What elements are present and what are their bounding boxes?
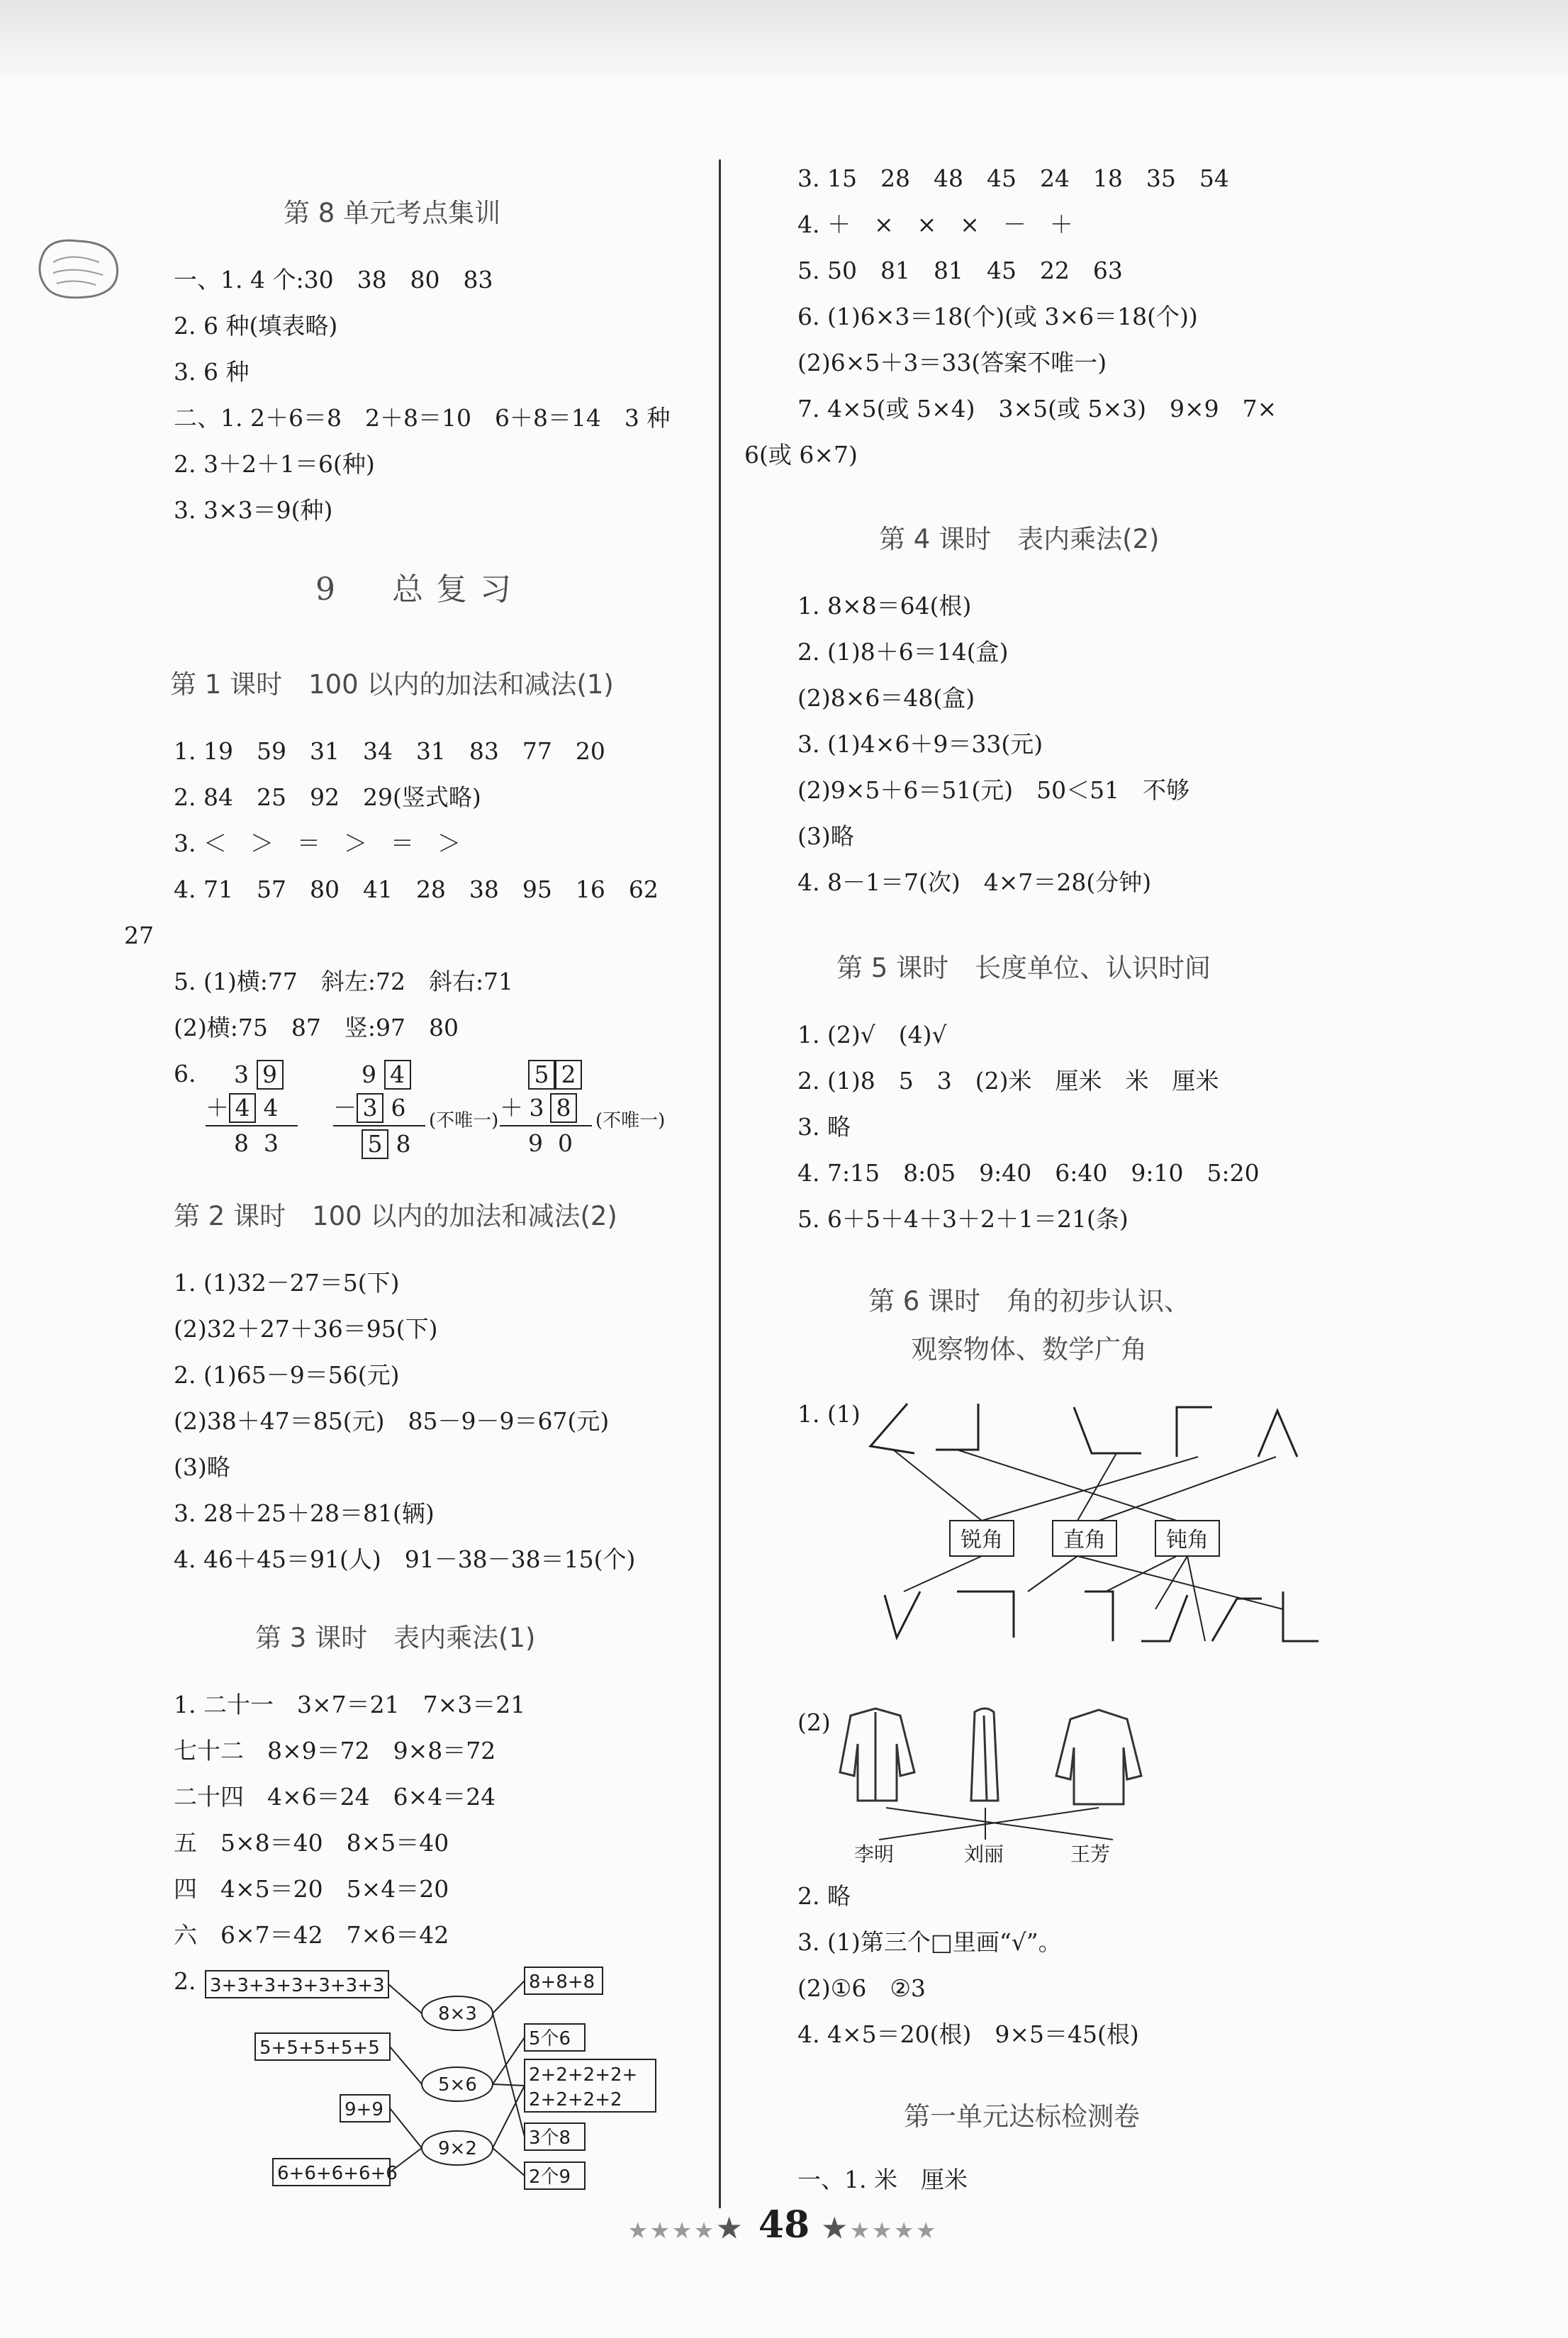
- star-decoration-icon: ★★★★★: [822, 2212, 939, 2244]
- answer-line: 五 5×8＝40 8×5＝40: [174, 1829, 449, 1857]
- publisher-seal-icon: [28, 234, 128, 305]
- not-unique-note: (不唯一): [595, 1110, 666, 1131]
- match-left-item: 5+5+5+5+5: [259, 2037, 380, 2059]
- column-divider: [719, 160, 721, 2208]
- answer-line: 4. 4×5＝20(根) 9×5＝45(根): [797, 2020, 1139, 2048]
- answer-line: 2. (1)8 5 3 (2)米 厘米 米 厘米: [797, 1067, 1219, 1095]
- question-2-label: 2.: [174, 1967, 196, 1995]
- answer-line: 4. 71 57 80 41 28 38 95 16 62: [174, 876, 659, 903]
- answer-line: 4. 7:15 8:05 9:40 6:40 9:10 5:20: [797, 1159, 1260, 1187]
- match-mid-item: 9×2: [438, 2138, 477, 2159]
- answer-line: 7. 4×5(或 5×4) 3×5(或 5×3) 9×9 7×: [797, 395, 1277, 423]
- acute-angle-label: 锐角: [961, 1528, 1003, 1553]
- question-1-label: 1. (1): [797, 1400, 861, 1428]
- unit8-title: 第 8 单元考点集训: [284, 198, 501, 228]
- shirt-icon: [840, 1708, 914, 1801]
- answer-line: 3. 3×3＝9(种): [174, 496, 333, 524]
- shirt-side-icon: [971, 1708, 998, 1801]
- name-label: 刘丽: [964, 1842, 1004, 1864]
- lesson6-title: 第 6 课时 角的初步认识、: [868, 1286, 1191, 1316]
- answer-line: 4. ＋ × × × － ＋: [797, 211, 1073, 238]
- answer-line: 1. 8×8＝64(根): [797, 592, 972, 620]
- name-label: 王芳: [1070, 1842, 1111, 1864]
- lesson3-title: 第 3 课时 表内乘法(1): [255, 1623, 536, 1653]
- answer-line: 3. 15 28 48 45 24 18 35 54: [797, 164, 1229, 192]
- answer-line: (3)略: [174, 1453, 230, 1481]
- lesson1-title: 第 1 课时 100 以内的加法和减法(1): [170, 669, 614, 700]
- answer-line: 5. (1)横:77 斜左:72 斜右:71: [174, 968, 514, 995]
- answer-line: 2. (1)65－9＝56(元): [174, 1361, 400, 1389]
- chapter-title: 9 总复习: [315, 571, 524, 608]
- obtuse-angle-label: 钝角: [1166, 1528, 1209, 1553]
- answer-line: 3. 略: [797, 1113, 851, 1141]
- answer-line: 5. 6＋5＋4＋3＋2＋1＝21(条): [797, 1205, 1129, 1233]
- match-left-item: 9+9: [345, 2099, 383, 2120]
- answer-line-wrap: 27: [124, 922, 154, 949]
- match-left-item: 3+3+3+3+3+3+3: [210, 1975, 385, 1996]
- answer-line: 1. 19 59 31 34 31 83 77 20: [174, 737, 605, 765]
- answer-line: 6. (1)6×3＝18(个)(或 3×6＝18(个)): [797, 303, 1198, 330]
- answer-line: 3. ＜ ＞ ＝ ＞ ＝ ＞: [174, 829, 461, 857]
- answer-line: 四 4×5＝20 5×4＝20: [174, 1875, 449, 1903]
- match-mid-item: 5×6: [438, 2074, 477, 2096]
- match-right-item: 2+2+2+2+: [529, 2064, 638, 2086]
- answer-line: 1. (1)32－27＝5(下): [174, 1269, 400, 1297]
- answer-line: 2. 6 种(填表略): [174, 312, 338, 340]
- answer-line: 1. 二十一 3×7＝21 7×3＝21: [174, 1691, 526, 1718]
- page-number: 48: [758, 2203, 810, 2247]
- lesson5-title: 第 5 课时 长度单位、认识时间: [836, 953, 1211, 983]
- answer-line: 2. (1)8＋6＝14(盒): [797, 638, 1009, 666]
- answer-line: (2)①6 ②3: [797, 1974, 926, 2002]
- lesson4-title: 第 4 课时 表内乘法(2): [879, 524, 1160, 554]
- answer-line: 七十二 8×9＝72 9×8＝72: [174, 1737, 496, 1764]
- answer-line: 4. 8－1＝7(次) 4×7＝28(分钟): [797, 868, 1152, 896]
- answer-line: 2. 84 25 92 29(竖式略): [174, 783, 481, 811]
- answer-line: (2)38＋47＝85(元) 85－9－9＝67(元): [174, 1407, 610, 1435]
- answer-line: 2. 略: [797, 1882, 851, 1910]
- answer-line: (2)9×5＋6＝51(元) 50＜51 不够: [797, 776, 1190, 804]
- answer-line: (2)6×5＋3＝33(答案不唯一): [797, 349, 1107, 376]
- question-1-2-label: (2): [797, 1708, 831, 1736]
- answer-line: 3. 6 种: [174, 358, 250, 386]
- answer-line: 一、1. 4 个:30 38 80 83: [174, 266, 493, 293]
- match-mid-item: 8×3: [438, 2003, 477, 2025]
- star-decoration-icon: ★★★★★: [629, 2212, 746, 2244]
- answer-line: 六 6×7＝42 7×6＝42: [174, 1921, 449, 1949]
- answer-line: (3)略: [797, 822, 854, 850]
- answer-line: (2)8×6＝48(盒): [797, 684, 975, 712]
- answer-line: 二、1. 2＋6＝8 2＋8＝10 6＋8＝14 3 种: [174, 404, 671, 432]
- answer-line: (2)32＋27＋36＝95(下): [174, 1315, 438, 1343]
- clothing-observation-diagram: [829, 1701, 1198, 1864]
- lesson6-subtitle: 观察物体、数学广角: [911, 1334, 1147, 1365]
- match-right-item: 8+8+8: [529, 1971, 595, 1993]
- matching-diagram: [198, 1964, 681, 2198]
- answer-line: 5. 50 81 81 45 22 63: [797, 257, 1123, 284]
- match-right-item: 2+2+2+2: [529, 2089, 622, 2110]
- match-left-item: 6+6+6+6+6: [277, 2163, 398, 2184]
- answer-line: 3. (1)4×6＋9＝33(元): [797, 730, 1043, 758]
- answer-line: 一、1. 米 厘米: [797, 2166, 968, 2193]
- unit-test-title: 第一单元达标检测卷: [904, 2101, 1140, 2132]
- answer-line: 3. (1)第三个□里画“√”。: [797, 1928, 1062, 1956]
- answer-line: 3. 28＋25＋28＝81(辆): [174, 1499, 435, 1527]
- answer-line: 二十四 4×6＝24 6×4＝24: [174, 1783, 496, 1811]
- match-right-item: 2个9: [529, 2166, 571, 2188]
- right-angle-label: 直角: [1063, 1528, 1106, 1553]
- question-6-label: 6.: [174, 1060, 196, 1087]
- answer-line-wrap: 6(或 6×7): [744, 441, 858, 469]
- answer-line: 2. 3＋2＋1＝6(种): [174, 450, 375, 478]
- page-footer: [0, 2203, 1568, 2247]
- not-unique-note: (不唯一): [429, 1110, 499, 1131]
- answer-line: 4. 46＋45＝91(人) 91－38－38＝15(个): [174, 1545, 636, 1573]
- scan-top-band: [0, 0, 1568, 78]
- shirt-back-icon: [1056, 1710, 1141, 1804]
- lesson2-title: 第 2 课时 100 以内的加法和减法(2): [174, 1201, 617, 1231]
- angle-matching-diagram: [865, 1397, 1318, 1680]
- match-right-item: 5个6: [529, 2028, 571, 2049]
- answer-line: (2)横:75 87 竖:97 80: [174, 1014, 459, 1041]
- answer-line: 1. (2)√ (4)√: [797, 1021, 947, 1048]
- name-label: 李明: [854, 1842, 895, 1864]
- match-right-item: 3个8: [529, 2127, 571, 2149]
